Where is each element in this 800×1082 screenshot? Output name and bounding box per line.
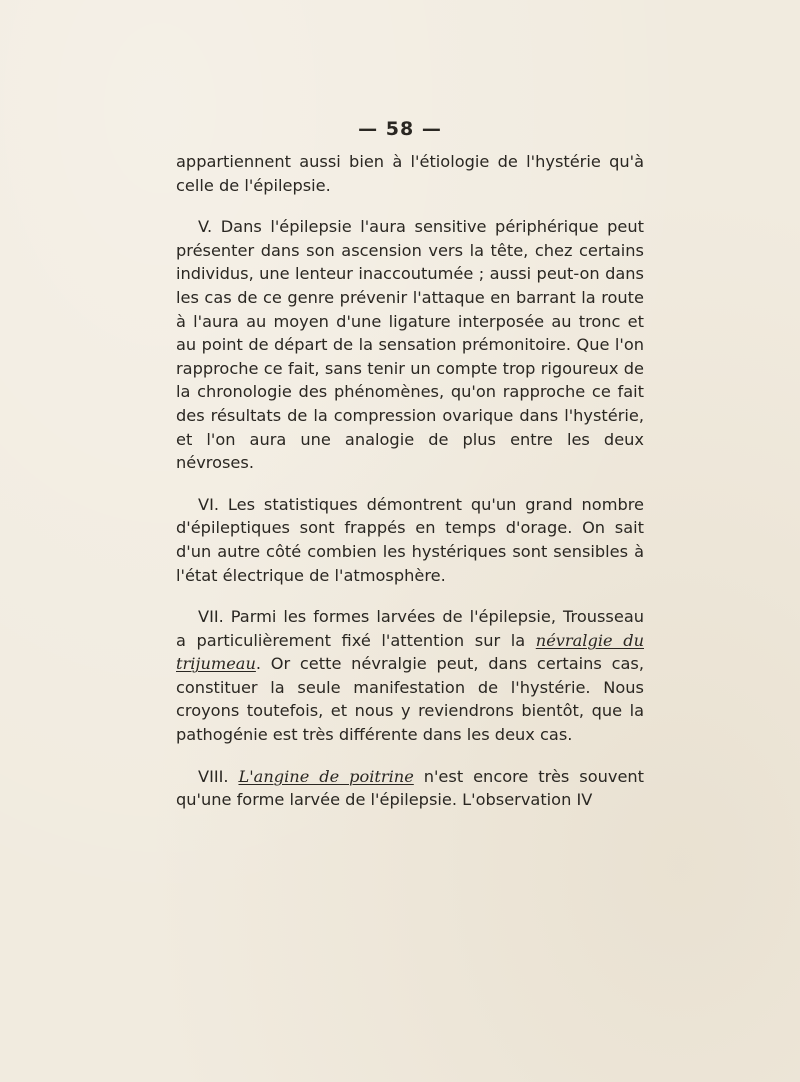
paragraph-vii-text-end: . Or cette névralgie peut, dans certains cas, constituer la seule manifestation de l'hystérie. Nous croyons toutefois, et nous y reviendrons bientôt, que la pathogénie est très différente dans les deux cas.: [176, 654, 644, 745]
paragraph-vi: VI. Les statistiques démontrent qu'un grand nombre d'épileptiques sont frappés en temps d'orage. On sait d'un autre côté combien les hystériques sont sensibles à l'état électrique de l'atmosphère.: [176, 494, 644, 585]
paragraph-viii: [176, 765, 644, 812]
paragraph-vii-italic-term: névralgie du trijumeau: [176, 630, 644, 674]
paragraph-viii-text-end: n'est encore très souvent qu'une forme larvée de l'épilepsie. L'observation IV: [176, 766, 645, 810]
paragraph-viii-text-start: VIII.: [198, 766, 239, 786]
body-text: [176, 150, 644, 812]
paragraph-continuation: appartiennent aussi bien à l'étiologie de l'hystérie qu'à celle de l'épilepsie.: [176, 152, 644, 195]
paragraph-vii: [176, 605, 644, 747]
paragraph-viii-italic-term: L'angine de poitrine: [238, 766, 414, 786]
page-number: — 58 —: [358, 118, 442, 140]
paragraph-v: V. Dans l'épilepsie l'aura sensitive périphérique peut présenter dans son ascension vers la tête, chez certains individus, une lenteur inaccoutumée ; aussi peut-on dans les cas de ce genre prévenir l'attaque en barrant la route à l'aura au moyen d'une ligature interposée au tronc et au point de départ de la sensation prémonitoire. Que l'on rapproche ce fait, sans tenir un compte trop rigoureux de la chronologie des phénomènes, qu'on rapproche ce fait des résultats de la compression ovarique dans l'hystérie, et l'on aura une analogie de plus entre les deux névroses.: [176, 217, 644, 473]
paragraph-vii-text-start: VII. Parmi les formes larvées de l'épilepsie, Trousseau a particulièrement fixé l'attention sur la: [176, 607, 644, 650]
